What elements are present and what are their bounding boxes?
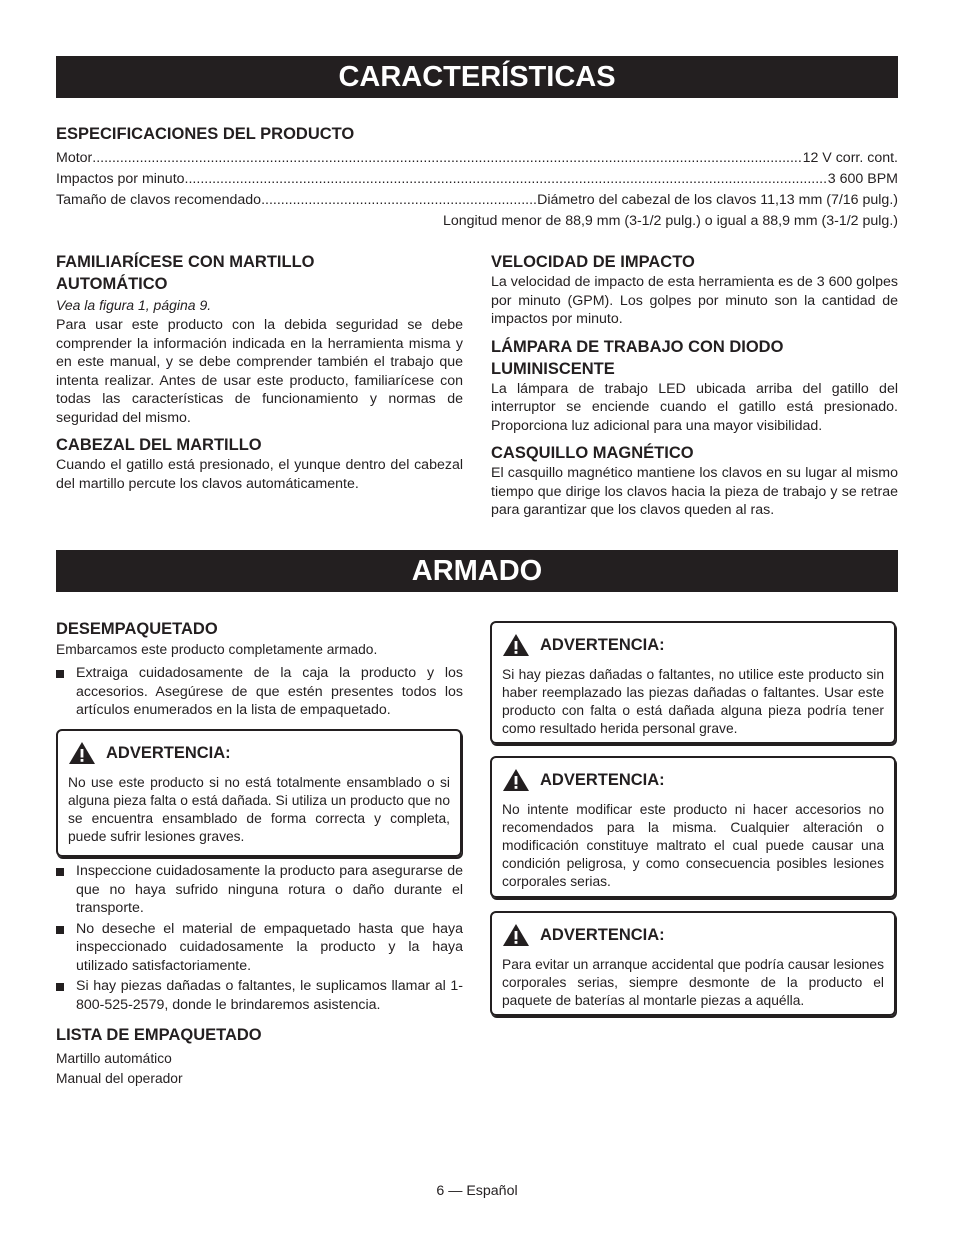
spec-value: 3 600 BPM xyxy=(827,171,898,187)
bullet-list-2 xyxy=(56,862,463,1014)
specs-block xyxy=(56,123,898,232)
section-banner-armado: ARMADO xyxy=(56,550,898,592)
spec-value: Diámetro del cabezal de los clavos 11,13 mm (7/16 pulg.) xyxy=(537,192,898,208)
cabezal-text: Cuando el gatillo está presionado, el yunque dentro del cabezal del martillo percute los clavos automáticamente. xyxy=(56,457,463,492)
familiarize-text: Para usar este producto con la debida seguridad se debe comprender la información indicada en la herramienta misma y en este manual, y se debe comprender también el trabajo que intenta realizar. Antes de usar este producto, familiarícese con todas las características de funcionamiento y normas de seguridad del mismo. xyxy=(56,317,463,426)
list-item: No deseche el material de empaquetado hasta que haya inspeccionado cuidadosamente la producto y la haya utilizado satisfactoriamente. xyxy=(56,920,463,976)
warning-box-right-3 xyxy=(490,911,896,1016)
lista-title: LISTA DE EMPAQUETADO xyxy=(56,1026,262,1044)
spec-label: Impactos por minuto xyxy=(56,171,185,187)
warning-triangle-icon xyxy=(502,923,530,947)
lampara-title: LÁMPARA DE TRABAJO CON DIODO LUMINISCENTE xyxy=(491,337,784,378)
page-footer: 6 — Español xyxy=(436,1183,518,1199)
warning-header xyxy=(502,768,884,792)
specs-title: ESPECIFICACIONES DEL PRODUCTO xyxy=(56,125,355,143)
list-item: Inspeccione cuidadosamente la producto para asegurarse de que no haya sufrido ninguna rotura o daño durante el transporte. xyxy=(56,862,463,918)
list-item: Extraiga cuidadosamente de la caja la producto y los accesorios. Asegúrese de que estén presentes todos los artículos enumerados en la lista de empaquetado. xyxy=(56,664,463,720)
warning-text: Para evitar un arranque accidental que podría causar lesiones corporales serias, siempre desmonte de la producto el paquete de baterías al montarle piezas a aquélla. xyxy=(502,957,884,1008)
velocidad-text: La velocidad de impacto de esta herramienta es de 3 600 golpes por minuto (GPM). Los golpes por minuto son la cantidad de impactos por minuto. xyxy=(491,274,898,327)
lista-item: Manual del operador xyxy=(56,1071,183,1086)
list-item: Si hay piezas dañadas o faltantes, le suplicamos llamar al 1-800-525-2579, donde le brindaremos asistencia. xyxy=(56,977,463,1014)
warning-text: No intente modificar este producto ni hacer accesorios no recomendados para la misma. Cualquier alteración o modificación constituye maltrato el cual puede causar una condición peligrosa, y como consecuencia posibles lesiones corporales serias. xyxy=(502,802,884,889)
armado-left-bullets xyxy=(56,862,463,1089)
spec-extra: Longitud menor de 88,9 mm (3-1/2 pulg.) o igual a 88,9 mm (3-1/2 pulg.) xyxy=(442,213,898,229)
warning-label: ADVERTENCIA: xyxy=(540,770,665,789)
spec-row-clavos xyxy=(56,190,898,211)
familiarize-ref: Vea la figura 1, página 9. xyxy=(56,297,212,313)
spec-value: 12 V corr. cont. xyxy=(802,150,898,166)
cabezal-title: CABEZAL DEL MARTILLO xyxy=(56,436,262,454)
warning-header xyxy=(502,633,884,657)
lampara-text: La lámpara de trabajo LED ubicada arriba del gatillo del interruptor se enciende cuando el gatillo está presionado. Proporciona luz adicional para una mayor visibilidad. xyxy=(491,380,898,434)
warning-box-right-1 xyxy=(490,621,896,744)
desempaquetado-title: DESEMPAQUETADO xyxy=(56,620,218,638)
warning-triangle-icon xyxy=(68,741,96,765)
warning-box-right-2 xyxy=(490,756,896,898)
velocidad-title: VELOCIDAD DE IMPACTO xyxy=(491,253,695,271)
lista-item: Martillo automático xyxy=(56,1051,172,1066)
features-right-column xyxy=(491,251,898,520)
bullet-list-1 xyxy=(56,664,463,720)
spec-label: Motor xyxy=(56,150,93,166)
warning-text: No use este producto si no está totalmente ensamblado o si alguna pieza falta o está dañada. Si utiliza un producto que no se encuentra ensamblado de forma correcta y completa, puede sufrir lesiones graves. xyxy=(68,775,450,844)
section-banner-caracteristicas: CARACTERÍSTICAS xyxy=(56,56,898,98)
warning-label: ADVERTENCIA: xyxy=(540,925,665,944)
warning-triangle-icon xyxy=(502,633,530,657)
spec-row-motor xyxy=(56,148,898,169)
warning-header xyxy=(502,923,884,947)
familiarize-title: FAMILIARÍCESE CON MARTILLO AUTOMÁTICO xyxy=(56,253,315,293)
features-left-column xyxy=(56,251,463,493)
warning-box-left xyxy=(56,729,462,857)
warning-triangle-icon xyxy=(502,768,530,792)
spec-row-impactos xyxy=(56,169,898,190)
warning-label: ADVERTENCIA: xyxy=(106,743,231,762)
warning-label: ADVERTENCIA: xyxy=(540,635,665,654)
warning-text: Si hay piezas dañadas o faltantes, no utilice este producto sin haber reemplazado las piezas dañadas o faltantes. Usar este producto con falta o está dañada alguna pieza podría tener como resultado herida personal grave. xyxy=(502,667,884,736)
casquillo-text: El casquillo magnético mantiene los clavos en su lugar al mismo tiempo que dirige los clavos hacia la pieza de trabajo y se retrae para garantizar que los clavos queden al ras. xyxy=(491,465,898,518)
desempaquetado-intro: Embarcamos este producto completamente armado. xyxy=(56,642,378,657)
warning-header xyxy=(68,741,450,765)
casquillo-title: CASQUILLO MAGNÉTICO xyxy=(491,444,694,462)
spec-label: Tamaño de clavos recomendado xyxy=(56,192,262,208)
armado-left-column xyxy=(56,618,463,720)
